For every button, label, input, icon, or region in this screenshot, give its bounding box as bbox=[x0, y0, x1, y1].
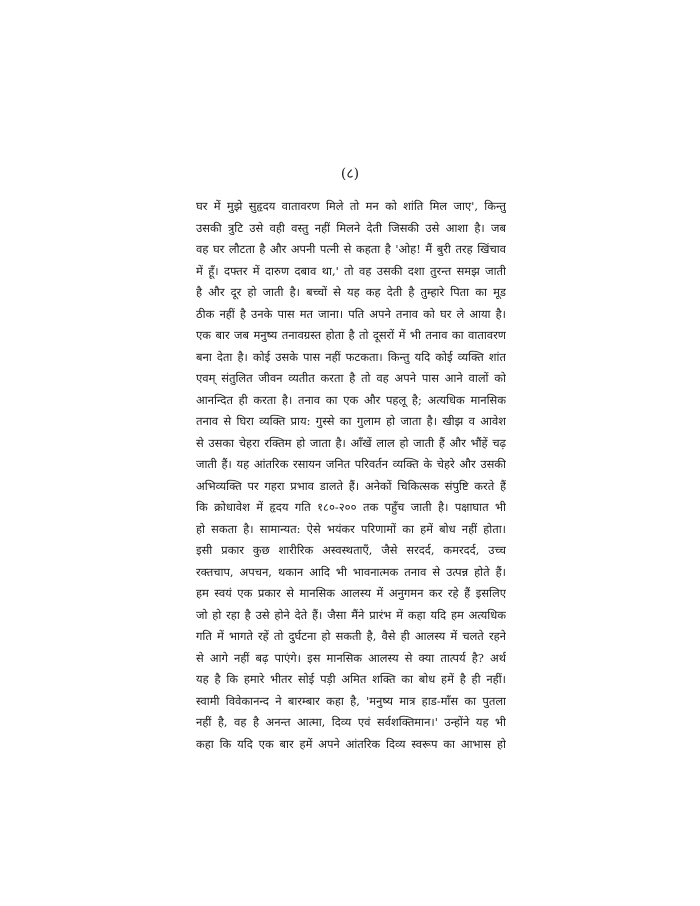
text-line: कहा कि यदि एक बार हमें अपने आंतरिक दिव्य स्वरूप का आभास हो bbox=[196, 736, 506, 751]
page-number: (८) bbox=[340, 166, 360, 182]
text-line: जो हो रहा है उसे होने देते हैं। जैसा मैंने प्रारंभ में कहा यदि हम अत्यधिक bbox=[196, 607, 506, 622]
text-line: बना देता है। कोई उसके पास नहीं फटकता। किन्तु यदि कोई व्यक्ति शांत bbox=[196, 349, 506, 364]
text-line: उसकी त्रुटि उसे वही वस्तु नहीं मिलने देती जिसकी उसे आशा है। जब bbox=[196, 220, 506, 235]
text-line: गति में भागते रहें तो दुर्घटना हो सकती है, वैसे ही आलस्य में चलते रहने bbox=[196, 629, 506, 643]
text-line: है और दूर हो जाती है। बच्चों से यह कह देती है तुम्हारे पिता का मूड bbox=[196, 285, 506, 299]
text-line: नहीं है, वह है अनन्त आत्मा, दिव्य एवं सर्वशक्तिमान।' उन्होंने यह भी bbox=[196, 715, 506, 729]
text-line: एक बार जब मनुष्य तनावग्रस्त होता है तो दूसरों में भी तनाव का वातावरण bbox=[196, 328, 506, 342]
text-line: जाती हैं। यह आंतरिक रसायन जनित परिवर्तन व्यक्ति के चेहरे और उसकी bbox=[196, 457, 506, 471]
text-line: स्वामी विवेकानन्द ने बारम्बार कहा है, 'मनुष्य मात्र हाड-माँस का पुतला bbox=[196, 693, 506, 708]
text-line: हो सकता है। सामान्यत: ऐसे भयंकर परिणामों का हमें बोध नहीं होता। bbox=[196, 521, 506, 536]
body-paragraph bbox=[196, 196, 506, 755]
text-line: अभिव्यक्ति पर गहरा प्रभाव डालते हैं। अनेकों चिकित्सक संपुष्टि करते हैं bbox=[196, 478, 506, 493]
text-line: इसी प्रकार कुछ शारीरिक अस्वस्थताएँ, जैसे सरदर्द, कमरदर्द, उच्च bbox=[196, 543, 506, 557]
text-line: एवम् संतुलित जीवन व्यतीत करता है तो वह अपने पास आने वालों को bbox=[196, 371, 506, 385]
text-line: से आगे नहीं बढ़ पाएंगे। इस मानसिक आलस्य से क्या तात्पर्य है? अर्थ bbox=[196, 650, 506, 665]
text-line: रक्तचाप, अपचन, थकान आदि भी भावनात्मक तनाव से उत्पन्न होते हैं। bbox=[196, 564, 506, 579]
text-line: तनाव से घिरा व्यक्ति प्राय: गुस्से का गुलाम हो जाता है। खीझ व आवेश bbox=[196, 414, 506, 428]
text-line: यह है कि हमारे भीतर सोई पड़ी अमित शक्ति का बोध हमें है ही नहीं। bbox=[196, 672, 506, 686]
text-line: कि क्रोधावेश में हृदय गति १८०-२०० तक पहुँच जाती है। पक्षाघात भी bbox=[196, 500, 506, 514]
text-line: घर में मुझे सुहृदय वातावरण मिले तो मन को शांति मिल जाए', किन्तु bbox=[196, 199, 506, 213]
text-line: हम स्वयं एक प्रकार से मानसिक आलस्य में अनुगमन कर रहे हैं इसलिए bbox=[196, 586, 506, 600]
text-line: ठीक नहीं है उनके पास मत जाना। पति अपने तनाव को घर ले आया है। bbox=[196, 306, 506, 321]
text-line: में हूँ। दफ्तर में दारुण दबाव था,' तो वह उसकी दशा तुरन्त समझ जाती bbox=[196, 263, 506, 278]
text-line: से उसका चेहरा रक्तिम हो जाता है। आँखें लाल हो जाती हैं और भौंहें चढ़ bbox=[196, 435, 506, 450]
text-line: वह घर लौटता है और अपनी पत्नी से कहता है 'ओह! मैं बुरी तरह खिंचाव bbox=[196, 242, 506, 256]
text-line: आनन्दित ही करता है। तनाव का एक और पहलू है; अत्यधिक मानसिक bbox=[196, 392, 506, 407]
